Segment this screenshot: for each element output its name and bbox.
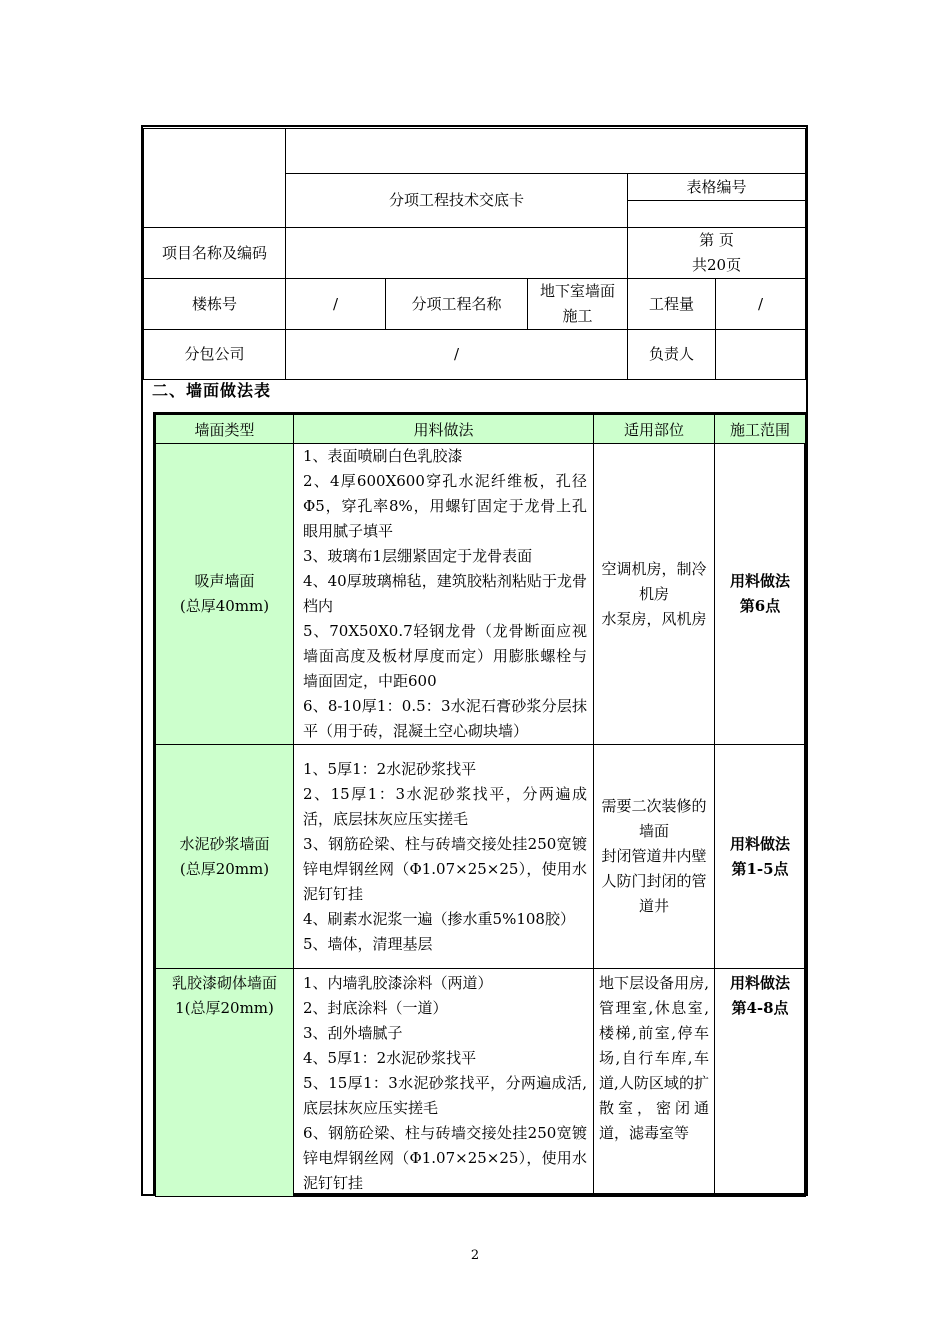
location-text: 人防门封闭的管道井 <box>601 872 707 915</box>
quantity-label: 工程量 <box>628 279 716 330</box>
wall-type-name: 吸声墙面 <box>194 572 255 590</box>
scope-text: 用料做法 <box>729 974 790 992</box>
location-cell <box>594 745 715 969</box>
scope-text: 第1-5点 <box>731 859 789 878</box>
scope-text: 第4-8点 <box>731 999 789 1017</box>
table-row <box>156 969 806 1197</box>
table-row <box>156 745 806 969</box>
subitem-name-value: 地下室墙面施工 <box>528 279 628 330</box>
building-label: 楼栋号 <box>144 279 286 330</box>
wall-type-thickness: (总厚40mm) <box>179 597 270 615</box>
subcontractor-value: / <box>286 330 628 380</box>
col-header-type: 墙面类型 <box>156 415 294 444</box>
wall-type-thickness: 1(总厚20mm) <box>175 999 274 1017</box>
method-step: 5、15厚1：3水泥砂浆找平，分两遍成活,底层抹灰应压实搓毛 <box>303 1074 587 1117</box>
wall-type-cell <box>156 745 294 969</box>
method-cell <box>294 969 594 1197</box>
method-step: 1、5厚1：2水泥砂浆找平 <box>303 759 477 778</box>
location-text: 地下层设备用房,管理室,休息室,楼梯,前室,停车场,自行车库,车道,人防区域的扩散室，密闭通道，滤毒室等 <box>599 974 709 1142</box>
scope-text: 第6点 <box>739 597 781 615</box>
section-title: 二、墙面做法表 <box>152 381 272 400</box>
method-step: 1、内墙乳胶漆涂料（两道） <box>303 974 493 992</box>
quantity-value: / <box>716 279 806 330</box>
method-cell <box>294 444 594 745</box>
page-info <box>628 228 806 279</box>
header-table <box>143 128 806 380</box>
wall-type-thickness: (总厚20mm) <box>179 859 270 878</box>
scope-text: 用料做法 <box>729 572 790 590</box>
method-step: 2、15厚1：3水泥砂浆找平，分两遍成活，底层抹灰应压实搓毛 <box>303 784 587 828</box>
table-row <box>156 444 806 745</box>
method-step: 6、8-10厚1：0.5：3水泥石膏砂浆分层抹平（用于砖，混凝土空心砌块墙） <box>303 697 587 740</box>
method-step: 2、封底涂料（一道） <box>303 999 448 1017</box>
col-header-location: 适用部位 <box>594 415 715 444</box>
scope-cell <box>715 745 806 969</box>
location-text: 水泵房，风机房 <box>601 609 707 628</box>
manager-label: 负责人 <box>628 330 716 380</box>
location-text: 封闭管道井内壁 <box>601 847 707 865</box>
scope-cell <box>715 444 806 745</box>
logo-cell <box>144 129 286 228</box>
location-cell <box>594 969 715 1197</box>
building-value: / <box>286 279 386 330</box>
location-cell <box>594 444 715 745</box>
method-step: 3、刮外墙腻子 <box>303 1024 403 1042</box>
project-label: 项目名称及编码 <box>144 228 286 279</box>
wall-type-cell <box>156 444 294 745</box>
method-step: 2、4厚600X600穿孔水泥纤维板，孔径Φ5，穿孔率8%，用螺钉固定于龙骨上孔眼用腻子填平 <box>303 472 587 540</box>
page-label: 第 页 <box>699 231 734 249</box>
wall-type-name: 乳胶漆砌体墙面 <box>171 974 277 992</box>
method-cell <box>294 745 594 969</box>
wall-type-cell <box>156 969 294 1197</box>
method-step: 3、玻璃布1层绷紧固定于龙骨表面 <box>303 547 533 565</box>
method-step: 5、墙体，清理基层 <box>303 934 433 953</box>
method-step: 1、表面喷刷白色乳胶漆 <box>303 447 463 465</box>
method-step: 4、40厚玻璃棉毡，建筑胶粘剂粘贴于龙骨档内 <box>303 572 587 615</box>
wall-method-table <box>155 414 806 1197</box>
location-text: 需要二次装修的墙面 <box>601 797 707 840</box>
company-cell <box>286 129 806 174</box>
method-step: 3、钢筋砼梁、柱与砖墙交接处挂250宽镀锌电焊钢丝网（Φ1.07×25×25），使用水泥钉钉挂 <box>303 834 587 903</box>
wall-type-name: 水泥砂浆墙面 <box>179 834 270 853</box>
method-step: 5、70X50X0.7轻钢龙骨（龙骨断面应视墙面高度及板材厚度而定）用膨胀螺栓与墙面固定，中距600 <box>303 622 587 690</box>
project-value <box>286 228 628 279</box>
total-pages-label: 共20页 <box>691 256 742 274</box>
manager-value <box>716 330 806 380</box>
method-step: 4、5厚1：2水泥砂浆找平 <box>303 1049 477 1067</box>
form-number-value <box>628 201 806 228</box>
location-text: 空调机房，制冷机房 <box>601 559 707 603</box>
subitem-name-label: 分项工程名称 <box>386 279 528 330</box>
scope-cell <box>715 969 806 1197</box>
card-title: 分项工程技术交底卡 <box>286 174 628 228</box>
page-number: 2 <box>470 1248 480 1263</box>
col-header-method: 用料做法 <box>294 415 594 444</box>
form-number-label: 表格编号 <box>628 174 806 201</box>
method-step: 6、钢筋砼梁、柱与砖墙交接处挂250宽镀锌电焊钢丝网（Φ1.07×25×25），使用水泥钉钉挂 <box>303 1124 587 1192</box>
scope-text: 用料做法 <box>729 834 790 853</box>
col-header-scope: 施工范围 <box>715 415 806 444</box>
subcontractor-label: 分包公司 <box>144 330 286 380</box>
method-step: 4、刷素水泥浆一遍（掺水重5%108胶） <box>303 909 575 928</box>
